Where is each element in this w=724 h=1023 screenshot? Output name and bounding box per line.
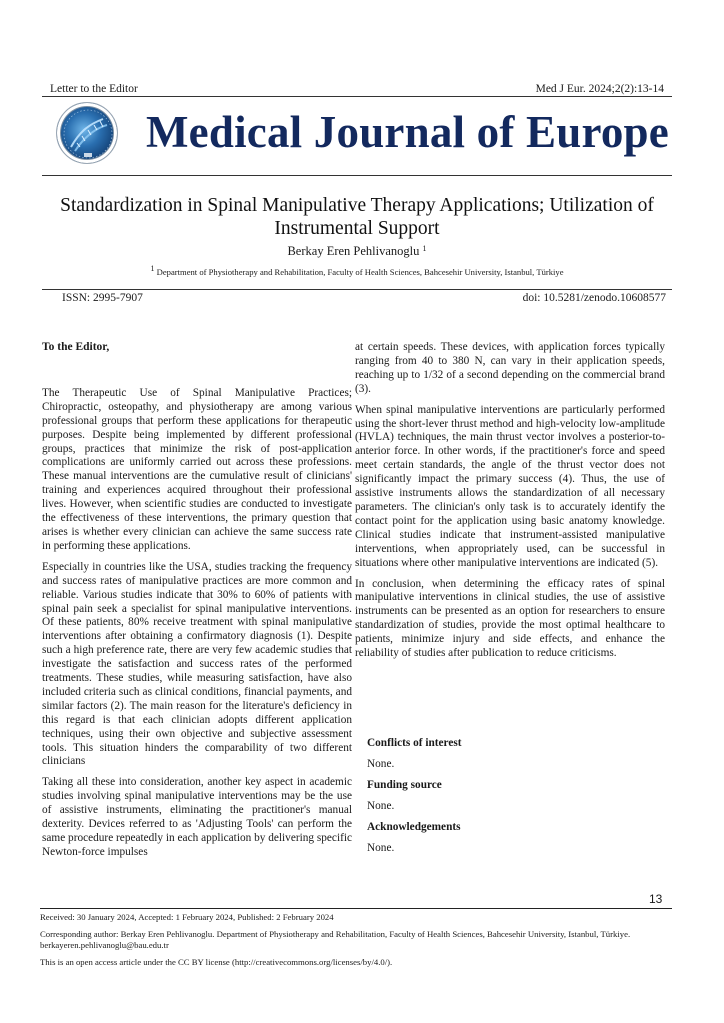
journal-seal-logo-icon xyxy=(56,102,118,164)
conflicts-heading: Conflicts of interest xyxy=(367,737,462,749)
body-paragraph: The Therapeutic Use of Spinal Manipulative Practices; Chiropractic, osteopathy, and physiotherapy are among various professional groups that perform these applications for therapeutic purposes. Despite being implemented by different professional groups, practices that minimize the risk of post-application complications are uniformly carried out across these professions. These manual interventions are the cumulative result of clinicians' training and experiences acquired throughout their professional lives. However, when scientific studies are conducted to investigate the effectiveness of these interventions, the primary question that arises is whether every clinician can achieve the same success rate in performing these applications. xyxy=(42,386,352,552)
author-affiliation-marker: 1 xyxy=(422,244,427,253)
affiliation-line xyxy=(42,264,672,277)
body-column-right xyxy=(355,341,665,668)
publication-dates: Received: 30 January 2024, Accepted: 1 February 2024, Published: 2 February 2024 xyxy=(40,912,334,922)
conflicts-value: None. xyxy=(367,758,395,770)
affiliation-marker: 1 xyxy=(150,264,155,273)
journal-name: Medical Journal of Europe xyxy=(146,107,669,157)
masthead xyxy=(42,98,672,176)
author-name: Berkay Eren Pehlivanoglu xyxy=(287,244,420,258)
issn-label: ISSN: 2995-7907 xyxy=(62,292,143,304)
identifier-bar xyxy=(42,289,672,305)
funding-value: None. xyxy=(367,800,395,812)
license-notice: This is an open access article under the CC BY license (http://creativecommons.org/licenses/by/4.0/). xyxy=(40,957,393,967)
corresponding-author: Corresponding author: Berkay Eren Pehlivanoglu. Department of Physiotherapy and Rehabilitation, Faculty of Health Sciences, Bahcesehir University, Istanbul, Türkiye. berkayeren.pehlivanoglu@bau.edu.tr xyxy=(40,929,631,950)
citation-label: Med J Eur. 2024;2(2):13-14 xyxy=(535,83,664,95)
article-type-label: Letter to the Editor xyxy=(50,83,138,95)
article-title: Standardization in Spinal Manipulative Therapy Applications; Utilization of Instrumental Support xyxy=(60,195,654,239)
acknowledgements-heading: Acknowledgements xyxy=(367,821,461,833)
body-paragraph: In conclusion, when determining the efficacy rates of spinal manipulative interventions in clinical studies, the use of assistive instruments can be presented as an option for researchers to ensure standardization of studies, provide the most optimal healthcare to patients, minimize injury and side effects, and enhance the reliability of studies after publication to reduce criticisms. xyxy=(355,577,665,660)
running-head xyxy=(42,83,672,97)
author-line xyxy=(42,242,672,258)
body-paragraph: at certain speeds. These devices, with application forces typically ranging from 40 to 380 N, can vary in their application speeds, reaching up to 1/32 of a second depending on the commercial brand (3). xyxy=(355,341,665,395)
salutation: To the Editor, xyxy=(42,341,110,353)
page-number: 13 xyxy=(649,892,663,906)
doi-link[interactable]: doi: 10.5281/zenodo.10608577 xyxy=(522,292,666,304)
body-column-left xyxy=(42,341,352,867)
funding-heading: Funding source xyxy=(367,779,442,791)
body-paragraph: When spinal manipulative interventions are particularly performed using the short-lever thrust method and high-velocity low-amplitude (HVLA) techniques, the main thrust vector involves a posterior-to-anterior force. In other words, if the practitioner's force and speed meet certain standards, the angle of the thrust vector does not significantly impact the primary success (4). Thus, the use of assistive instruments allows the standardization of all necessary parameters. The clinician's only task is to accurately identify the contact point for the application using basic anatomy knowledge. Clinical studies indicate that instrument-assisted manipulative interventions, when appropriately used, can be successful in situations where other manipulative interventions are indicated (5). xyxy=(355,403,665,569)
acknowledgements-value: None. xyxy=(367,842,395,854)
page-footer xyxy=(40,908,672,974)
declarations-section xyxy=(367,736,667,862)
body-paragraph: Especially in countries like the USA, studies tracking the frequency and success rates of manipulative practices are more common and reliable. Various studies indicate that 30% to 60% of patients with spinal pain seek a specialist for spinal manipulative interventions. Of these patients, 80% receive treatment with spinal manipulative interventions after obtaining a confirmatory diagnosis (1). Despite such a high preference rate, there are very few academic studies that investigate the satisfaction and success rates of the performed treatments. These studies, while measuring satisfaction, have also included criteria such as clinical conditions, financial payments, and similar factors (2). The main reason for the literature's deficiency in this regard is that each clinician adopts different application techniques, using their own objective and subjective assessment tools. This situation hinders the comparability of two different clinicians xyxy=(42,560,352,768)
body-paragraph: Taking all these into consideration, another key aspect in academic studies involving spinal manipulative interventions may be the use of assistive instruments, eliminating the practitioner's manual dexterity. Devices referred to as 'Adjusting Tools' can perform the same procedure repeatedly in each application by delivering specific Newton-force impulses xyxy=(42,776,352,858)
affiliation-text: Department of Physiotherapy and Rehabilitation, Faculty of Health Sciences, Bahcesehir University, Istanbul, Türkiye xyxy=(156,267,564,277)
